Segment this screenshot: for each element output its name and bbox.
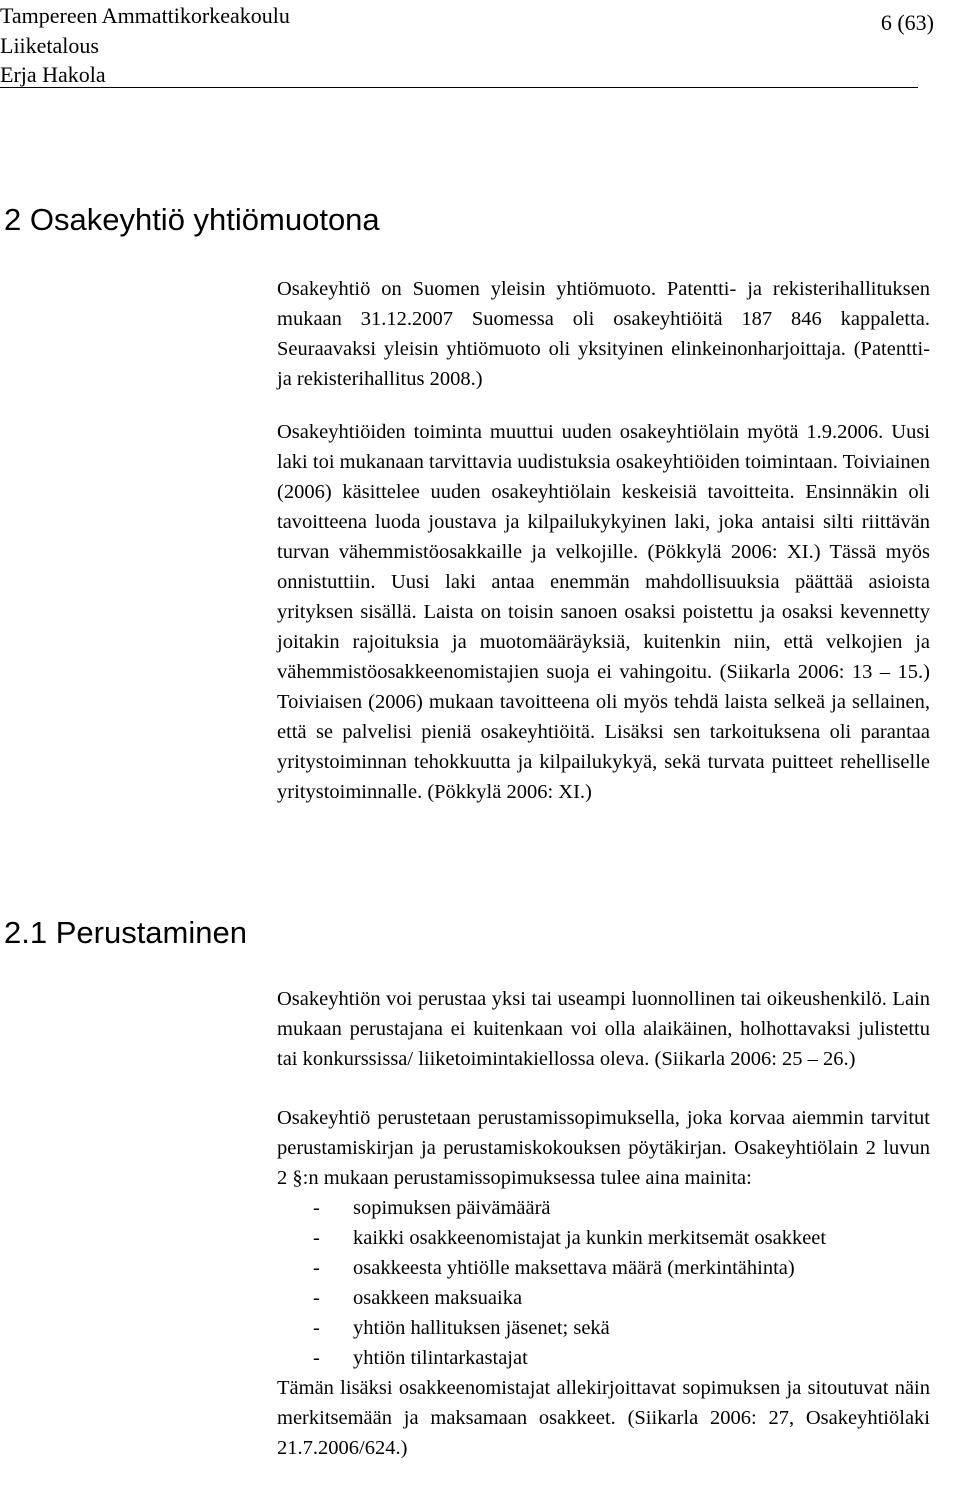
paragraph: Osakeyhtiön voi perustaa yksi tai useampi luonnollinen tai oikeushenkilö. Lain mukaan perustajana ei kuitenkaan voi olla alaikäinen, holhottavaksi julistettu tai konkurssissa/ liiketoimintakiellossa oleva. (Siikarla 2006: 25 – 26.) [277,988,930,1070]
header-divider [0,87,918,88]
list-item: - yhtiön hallituksen jäsenet; sekä [313,1313,930,1343]
subsection-body [277,984,930,1463]
paragraph: Osakeyhtiö on Suomen yleisin yhtiömuoto. Patentti- ja rekisterihallituksen mukaan 31.12.2007 Suomessa oli osakeyhtiöitä 187 846 kappaletta. Seuraavaksi yleisin yhtiömuoto oli yksityinen elinkeinonharjoittaja. (Patentti- ja rekisterihallitus 2008.) [277,278,930,390]
page-number: 6 (63) [880,10,934,35]
list-item: - yhtiön tilintarkastajat [313,1343,930,1373]
section-body [277,274,930,807]
subsection-heading: 2.1 Perustaminen [4,915,247,950]
header-institution: Tampereen Ammattikorkeakoulu [0,3,290,28]
paragraph: Osakeyhtiö perustetaan perustamissopimuksella, joka korvaa aiemmin tarvitut perustamiskirjan ja perustamiskokouksen pöytäkirjan. Osakeyhtiölain 2 luvun 2 §:n mukaan perustamissopimuksessa tulee aina mainita: [277,1107,930,1189]
list-item: - osakkeesta yhtiölle maksettava määrä (merkintähinta) [313,1253,930,1283]
requirements-list [277,1193,930,1373]
paragraph: Tämän lisäksi osakkeenomistajat allekirjoittavat sopimuksen ja sitoutuvat näin merkitsemään ja maksamaan osakkeet. (Siikarla 2006: 27, Osakeyhtiölaki 21.7.2006/624.) [277,1377,930,1459]
header-department: Liiketalous [0,33,99,58]
header-author: Erja Hakola [0,62,106,87]
section-heading: 2 Osakeyhtiö yhtiömuotona [4,202,380,237]
paragraph: Osakeyhtiöiden toiminta muuttui uuden osakeyhtiölain myötä 1.9.2006. Uusi laki toi mukanaan tarvittavia uudistuksia osakeyhtiöiden toimintaan. Toiviainen (2006) käsittelee uuden osakeyhtiölain keskeisiä tavoitteita. Ensinnäkin oli tavoitteena luoda joustava ja kilpailukykyinen laki, joka antaisi silti riittävän turvan vähemmistöosakkaille ja velkojille. (Pökkylä 2006: XI.) Tässä myös onnistuttiin. Uusi laki antaa enemmän mahdollisuuksia päättää asioista yrityksen sisällä. Laista on toisin sanoen osaksi poistettu ja osaksi kevennetty joitakin rajoituksia ja muotomääräyksiä, kuitenkin niin, että velkojien ja vähemmistöosakkeenomistajien suoja ei vahingoitu. (Siikarla 2006: 13 – 15.) Toiviaisen (2006) mukaan tavoitteena oli myös tehdä laista selkeä ja sellainen, että se palvelisi pieniä osakeyhtiöitä. Lisäksi sen tarkoituksena oli parantaa yritystoiminnan tehokkuutta ja kilpailukykyä, sekä turvata puitteet rehelliselle yritystoiminnalle. (Pökkylä 2006: XI.) [277,421,930,803]
list-item: - osakkeen maksuaika [313,1283,930,1313]
list-item: - kaikki osakkeenomistajat ja kunkin merkitsemät osakkeet [313,1223,930,1253]
list-item: - sopimuksen päivämäärä [313,1193,930,1223]
